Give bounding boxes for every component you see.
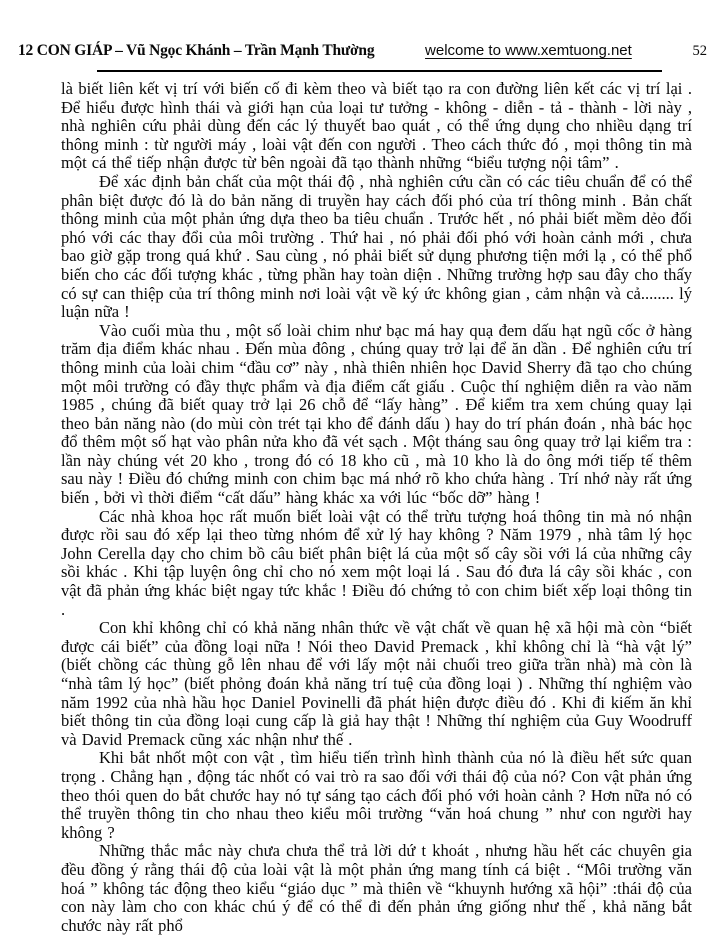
paragraph: Những thắc mắc này chưa chưa thể trả lời dứ t khoát , nhưng hầu hết các chuyên gia đều đồng ý rằng thái độ của loài vật là một phản ứng mang tính cá biệt . “Môi trường văn hoá ” không tác động theo kiểu “giáo dục ” mà thiên về “khuynh hướng xã hội” :thái độ của con này làm cho con khác chú ý để có thể đi đến phản ứng giống như thế , khả năng bắt chước này rất phổ — [61, 841, 692, 935]
header-divider — [97, 70, 662, 72]
paragraph: là biết liên kết vị trí với biến cố đi kèm theo và biết tạo ra con đường liên kết các vị trí lại . Để hiểu được hình thái và giới hạn của loại tư tưởng - không - diễn - tả - thành - lời này , nhà nghiên cứu phải dùng đến các lý thuyết bao quát , có thể ứng dụng cho nhiều dạng trí thông minh : từ người máy , loài vật đến con người . Theo cách thức đó , mọi thông tin mà một cá thể tiếp nhận được từ bên ngoài đã tạo thành những “biểu tượng nội tâm” . — [61, 79, 692, 173]
book-title: 12 CON GIÁP – Vũ Ngọc Khánh – Trần Mạnh Thường — [18, 42, 375, 59]
paragraph: Vào cuối mùa thu , một số loài chim như bạc má hay quạ đem dấu hạt ngũ cốc ở hàng trăm địa điểm khác nhau . Đến mùa đông , chúng quay trở lại để ăn dần . Để nghiên cứu trí thông minh của loài chim “đầu cơ” này , nhà thiên nhiên học David Sherry đã tạo cho chúng một môi trường có đầy thực phẩm và địa điểm cất giấu . Cuộc thí nghiệm diễn ra vào năm 1985 , chúng đã biết quay trở lại 26 chỗ để “lấy hàng” . Để kiểm tra xem chúng quay lại theo bản năng nào (do mùi còn trét tại kho để đánh dấu ) hay do trí phán đoán , nhà bác học đổ thêm một số hạt vào phân nửa kho đã vét sạch . Một tháng sau ông quay trở lại kiểm tra : lần này chúng vét 20 kho , trong đó có 18 kho cũ , mà 10 kho là do ông mới tiếp tế thêm sau này ! Điều đó chứng minh con chim bạc má nhớ rõ kho chứa hàng . Trí nhớ này rất ứng biến , bởi vì thời điểm “cất dấu” hàng khác xa với lúc “bốc dỡ” hàng ! — [61, 320, 692, 508]
page-number: 52 — [692, 43, 707, 59]
paragraph: Con khỉ không chỉ có khả năng nhân thức về vật chất về quan hệ xã hội mà còn “biết được cái biết” của đồng loại nữa ! Nói theo David Premack , khỉ không chỉ là “hà vật lý” (biết chồng các thùng gỗ lên nhau để với lấy một nải chuối treo giữa trần nhà) mà còn là “nhà tâm lý học” (biết phỏng đoán khả năng trí tuệ của đồng loại ) . Những thí nghiệm vào năm 1992 của nhà hầu học Daniel Povinelli đã phát hiện được điều đó . Khi đi kiếm ăn khỉ biết thông tin của đồng loại cung cấp là giả hay thật ! Những thí nghiệm của Guy Woodruff và David Premack cũng xác nhận như thế . — [61, 618, 692, 749]
paragraph: Khi bắt nhốt một con vật , tìm hiểu tiến trình hình thành của nó là điều hết sức quan trọng . Chẳng hạn , động tác nhốt có vai trò ra sao đối với thái độ của nó? Con vật phản ứng theo thói quen do bắt chước hay nó tự sáng tạo cách đối phó với hoàn cảnh ? Hơn nữa nó có thể truyền thông tin cho nhau theo kiểu môi trường “văn hoá chung ” như con người hay không ? — [61, 748, 692, 842]
page-text — [61, 80, 692, 935]
paragraph: Các nhà khoa học rất muốn biết loài vật có thể trừu tượng hoá thông tin mà nó nhận được rồi sau đó xếp lại theo từng nhóm để xử lý hay không ? Năm 1979 , nhà tâm lý học John Cerella dạy cho chim bồ câu biết phân biệt lá của một số cây sồi với lá của những cây sồi khác . Khi tập luyện ông chỉ cho nó xem một loại lá . Sau đó đưa lá cây sồi khác , con vật đã phản ứng khác biệt ngay tức khắc ! Điều đó chứng tỏ con chim biết xếp loại thông tin . — [61, 506, 692, 619]
page-header — [18, 42, 707, 60]
paragraph: Để xác định bản chất của một thái độ , nhà nghiên cứu cần có các tiêu chuẩn để có thể phân biệt được đó là do bản năng di truyền hay cách đối phó của trí thông minh . Bản chất thông minh của một phản ứng dựa theo ba tiêu chuẩn . Trước hết , nó phải biết mềm dẻo đối phó với các thay đổi của môi trường . Thứ hai , nó phải đối phó với hoàn cảnh mới , chưa bao giờ gặp trong quá khứ . Sau cùng , nó phải biết sử dụng phương tiện mới lạ , có thể phổ biến cho các đối tượng khác , từng phần hay toàn diện . Những trường hợp sau đây cho thấy có sự can thiệp của trí thông minh nơi loài vật về ký ức không gian , cảm nhận và cả........ lý luận nữa ! — [61, 171, 692, 322]
website-link[interactable]: welcome to www.xemtuong.net — [425, 42, 632, 59]
